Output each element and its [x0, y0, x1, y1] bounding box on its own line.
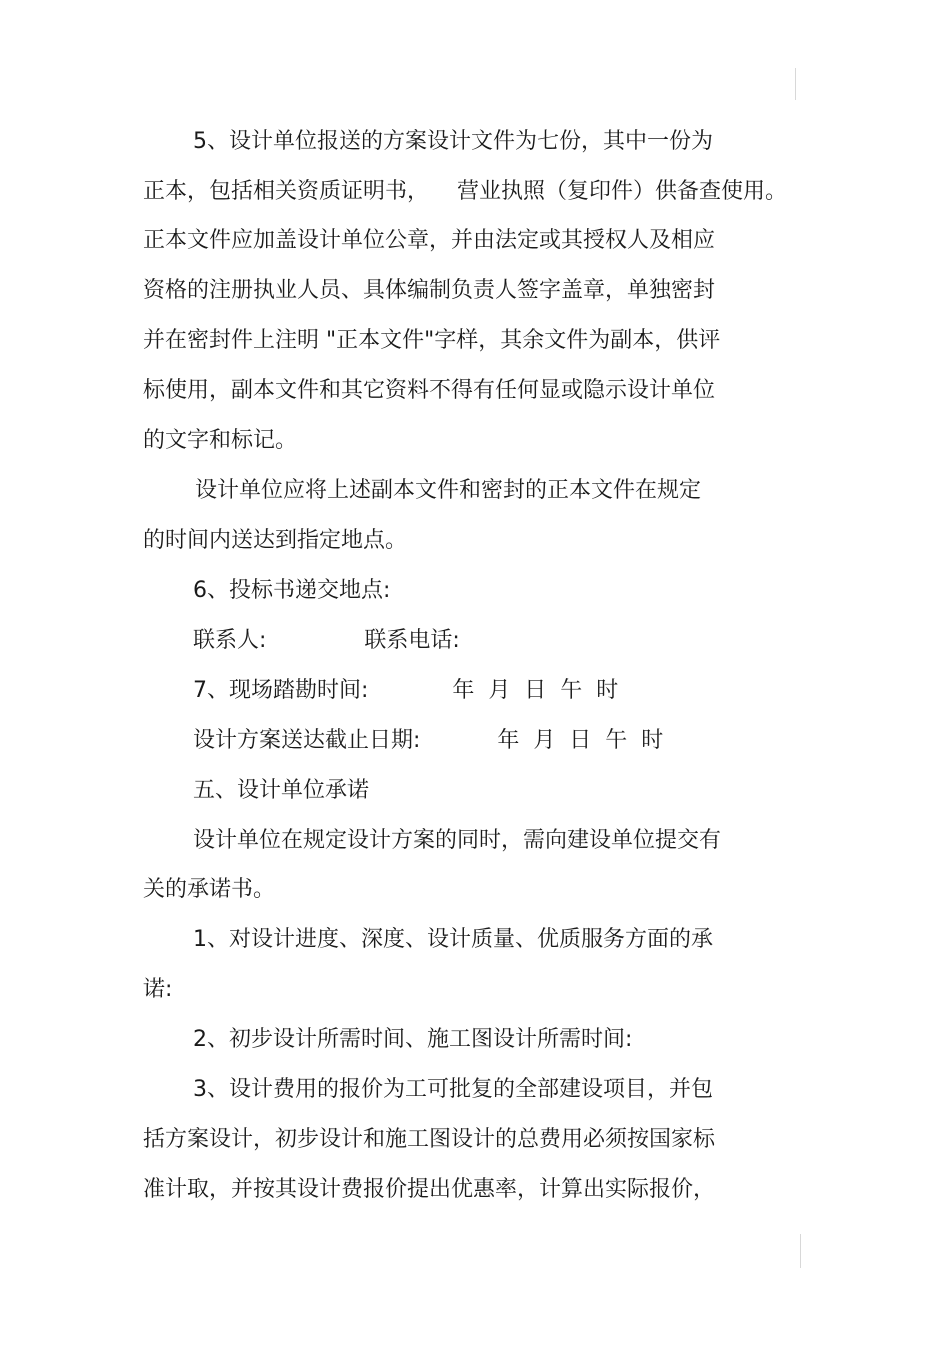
- text-line: 7、现场踏勘时间: 年 月 日 午 时: [193, 678, 619, 703]
- text-line: 的文字和标记。: [143, 428, 298, 453]
- text-line: 诺:: [143, 977, 173, 1002]
- text-line: 准计取，并按其设计费报价提出优惠率，计算出实际报价，: [143, 1177, 716, 1202]
- text-line: 联系人: 联系电话:: [193, 628, 460, 653]
- text-line: 设计单位应将上述副本文件和密封的正本文件在规定: [195, 478, 702, 503]
- text-line: 并在密封件上注明 "正本文件"字样，其余文件为副本，供评: [143, 328, 721, 353]
- margin-mark-top: [795, 68, 796, 100]
- text-line: 标使用，副本文件和其它资料不得有任何显或隐示设计单位: [143, 378, 716, 403]
- text-line: 正本，包括相关资质证明书， 营业执照（复印件）供备查使用。: [143, 179, 787, 204]
- text-line: 设计方案送达截止日期: 年 月 日 午 时: [193, 728, 664, 753]
- section-heading: 五、设计单位承诺: [193, 778, 370, 803]
- text-line: 关的承诺书。: [143, 877, 276, 902]
- text-line: 1、对设计进度、深度、设计质量、优质服务方面的承: [193, 927, 713, 952]
- text-line: 3、设计费用的报价为工可批复的全部建设项目，并包: [193, 1077, 713, 1102]
- text-line: 正本文件应加盖设计单位公章，并由法定或其授权人及相应: [143, 228, 716, 253]
- text-line: 6、投标书递交地点:: [193, 578, 391, 603]
- text-line: 2、初步设计所需时间、施工图设计所需时间:: [193, 1027, 633, 1052]
- text-line: 5、设计单位报送的方案设计文件为七份，其中一份为: [193, 129, 713, 154]
- text-line: 资格的注册执业人员、具体编制负责人签字盖章，单独密封: [143, 278, 716, 303]
- text-line: 设计单位在规定设计方案的同时，需向建设单位提交有: [193, 828, 722, 853]
- text-line: 的时间内送达到指定地点。: [143, 528, 408, 553]
- text-line: 括方案设计，初步设计和施工图设计的总费用必须按国家标: [143, 1127, 716, 1152]
- margin-mark-bottom: [800, 1234, 801, 1268]
